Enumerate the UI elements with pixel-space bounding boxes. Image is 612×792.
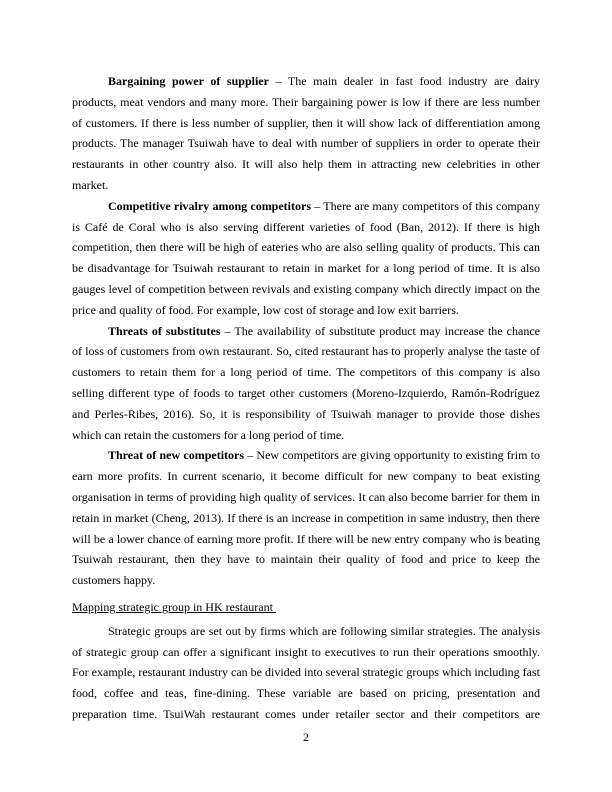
text-line: competition, then there will be high of eateries who are also selling quality of products. This can bbox=[72, 240, 540, 255]
paragraph-strategic-groups bbox=[72, 621, 540, 725]
text-line: earn more profits. In current scenario, it become difficult for new company to beat existing bbox=[72, 469, 540, 484]
paragraph-threats-of-substitutes bbox=[72, 321, 540, 446]
text-run: – There are many competitors of this company bbox=[311, 198, 540, 213]
text-line: be disadvantage for Tsuiwah restaurant to retain in market for a long period of time. It is also bbox=[72, 261, 540, 276]
text-line bbox=[72, 445, 540, 466]
text-line: food, coffee and teas, fine-dining. These variable are based on pricing, presentation and bbox=[72, 686, 540, 701]
text-line bbox=[72, 321, 540, 342]
text-line: price and quality of food. For example, low cost of storage and low exit barriers. bbox=[72, 302, 459, 317]
text-run: – New competitors are giving opportunity to existing frim to bbox=[244, 448, 541, 463]
text-line: of strategic group can offer a significant insight to executives to run their operations smoothly. bbox=[72, 644, 540, 659]
text-line: For example, restaurant industry can be divided into several strategic groups which including fast bbox=[72, 665, 540, 680]
text-line: which can retain the customers for a long period of time. bbox=[72, 427, 345, 442]
paragraph-competitive-rivalry bbox=[72, 196, 540, 321]
text-line: of loss of customers from own restaurant. So, cited restaurant has to properly analyse the taste of bbox=[72, 344, 540, 359]
text-run: – The main dealer in fast food industry are dairy bbox=[268, 74, 540, 88]
paragraph-lead: Bargaining power of supplier bbox=[108, 74, 269, 88]
text-line: restaurants in other country also. It will also help them in attracting new celebrities in other bbox=[72, 157, 540, 172]
paragraph-lead: Threats of substitutes bbox=[108, 323, 221, 338]
text-line: selling different type of foods to target other customers (Moreno-Izquierdo, Ramón-Rodríguez bbox=[72, 385, 540, 400]
text-line: market. bbox=[72, 177, 109, 192]
text-line: customers to retain them for a long period of time. The competitors of this company is also bbox=[72, 365, 540, 380]
text-line: gauges level of competition between revivals and existing company which directly impact on the bbox=[72, 281, 540, 296]
paragraph-lead: Competitive rivalry among competitors bbox=[108, 198, 312, 213]
text-line: Strategic groups are set out by firms which are following similar strategies. The analysis bbox=[108, 623, 540, 638]
text-line: preparation time. TsuiWah restaurant comes under retailer sector and their competitors are bbox=[72, 706, 540, 721]
text-line: Tsuiwah restaurant, then they have to maintain their quality of food and price to keep the bbox=[72, 552, 540, 567]
text-run: – The availability of substitute product may increase the chance bbox=[220, 323, 540, 338]
page-number: 2 bbox=[303, 730, 309, 744]
section-heading bbox=[72, 597, 540, 618]
text-line: products. The manager Tsuiwah have to deal with number of suppliers in order to operate their bbox=[72, 136, 540, 151]
text-line: organisation in terms of providing high quality of services. It can also become barrier for them in bbox=[72, 489, 540, 504]
text-line: is Café de Coral who is also serving different varieties of food (Ban, 2012). If there is high bbox=[72, 219, 540, 234]
paragraph-threat-of-new-competitors bbox=[72, 445, 540, 591]
text-line: customers happy. bbox=[72, 573, 156, 588]
text-line: products, meat vendors and many more. Their bargaining power is low if there are less number bbox=[72, 94, 540, 109]
text-line: retain in market (Cheng, 2013). If there is an increase in competition in same industry, then there bbox=[72, 510, 540, 525]
paragraph-lead: Threat of new competitors bbox=[108, 448, 245, 463]
paragraph-bargaining-power-of-supplier bbox=[72, 71, 540, 196]
page-content bbox=[72, 71, 540, 725]
text-line bbox=[72, 196, 540, 217]
text-line: and Perles-Ribes, 2016). So, it is responsibility of Tsuiwah manager to provide those dishes bbox=[72, 406, 540, 421]
text-line: of customers. If there is less number of supplier, then it will show lack of differentiation among bbox=[72, 115, 540, 130]
text-line: will be a lower chance of earning more profit. If there will be new entry company who is beating bbox=[72, 531, 540, 546]
text-line bbox=[72, 71, 540, 92]
section-heading-text: Mapping strategic group in HK restaurant bbox=[72, 599, 276, 614]
